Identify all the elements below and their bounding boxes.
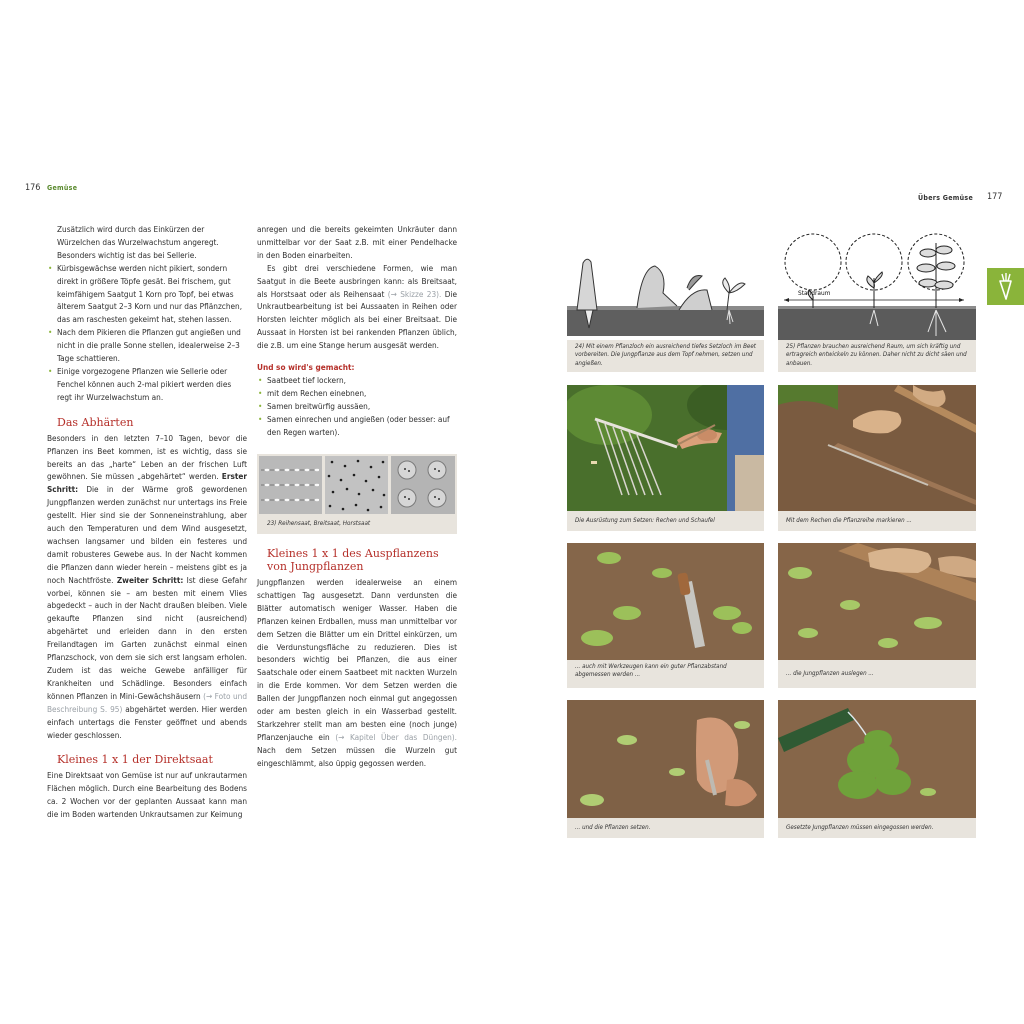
page-number-right: 177 xyxy=(987,192,1003,202)
list-item: • Saatbeet tief lockern, xyxy=(267,374,457,387)
howto-list xyxy=(257,374,457,439)
photo-setting-plants xyxy=(567,700,764,818)
photo-caption: ... und die Pflanzen setzen. xyxy=(567,818,764,838)
text-column-2-lower xyxy=(257,547,457,770)
photo-marking-row xyxy=(778,385,976,511)
running-head-right: Übers Gemüse xyxy=(918,194,974,202)
photo-caption: ... die Jungpflanzen auslegen ... xyxy=(778,660,976,688)
list-item: • Nach dem Pikieren die Pflanzen gut angießen und nicht in die pralle Sonne stellen, idealerweise 2–3 Tage schattieren. xyxy=(57,326,247,365)
sowing-methods-illustration xyxy=(257,454,457,516)
figure-24-caption: 24) Mit einem Pflanzloch ein ausreichend tiefes Setzloch im Beet vorbereiten. Die Jungpflanze aus dem Topf nehmen, setzen und angießen. xyxy=(567,340,764,372)
figure-23 xyxy=(257,454,457,534)
paragraph-unkraut: anregen und die bereits gekeimten Unkräuter dann unmittelbar vor der Saat z.B. mit einer Pendelhacke in den Boden einarbeiten. xyxy=(257,224,457,260)
paragraph-direktsaat: Eine Direktsaat von Gemüse ist nur auf unkrautarmen Flächen möglich. Durch eine Bearbeitung des Bodens ca. 2 Wochen vor der geplanten Aussaat kann man die im Boden wartenden Unkrautsamen zur Keimung xyxy=(47,770,247,820)
cross-reference: (→ Skizze 23). xyxy=(387,288,442,299)
photo-caption: Gesetzte Jungpflanzen müssen eingegossen werden. xyxy=(778,818,976,838)
figure-25-illustration xyxy=(778,228,976,340)
paragraph-abhaerten: Besonders in den letzten 7–10 Tagen, bevor die Pflanzen ins Beet kommen, ist es wichtig, dass sie bereits an das „harte“ Leben an der frischen Luft gewöhnen. Sie müssen „abgehärtet“ werden. Erster Schritt: Die in der Wärme groß gewordenen Jungpflanzen werden zunächst nur untertags ins Freie gestellt. Hier sind sie der Sonneneinstrahlung, aber auch den Temperaturen und dem Wind ausgesetzt, wachsen langsamer und bilden ein festeres und damit robusteres Gewebe aus. In der Nacht kommen die Pflanzen dann wieder herein – meistens gibt es ja noch Nachtfröste. Zweiter Schritt: Ist diese Gefahr vorbei, können sie – am besten mit einem Vlies abgedeckt – auch in der Nacht draußen bleiben. Viele gekaufte Pflanzen sind nicht (ausreichend) abgehärtet und erleiden dann in den ersten Freilandtagen im Garten zunächst einmal einen Pflanzschock, von dem sie sich erst langsam erholen. Zudem ist das weiche Gewebe anfälliger für Krankheiten und Schädlinge. Besonders einfach können Pflanzen in Mini-Gewächshäusern (→ Foto und Beschreibung S. 95) abgehärtet werden. Hier werden einfach untertags die Fenster geöffnet und abends wieder geschlossen. xyxy=(47,432,248,740)
heading-direktsaat: Kleines 1 x 1 der Direktsaat xyxy=(57,753,213,767)
photo-caption: Die Ausrüstung zum Setzen: Rechen und Schaufel xyxy=(567,511,764,531)
figure-25-caption: 25) Pflanzen brauchen ausreichend Raum, um sich kräftig und ertragreich entwickeln zu können. Daher nicht zu dicht säen und anbauen. xyxy=(778,340,976,372)
list-item: • Samen breitwürfig aussäen, xyxy=(267,400,457,413)
heading-abhaerten: Das Abhärten xyxy=(57,415,134,429)
photo-caption: Mit dem Rechen die Pflanzreihe markieren ... xyxy=(778,511,976,531)
text-column-1 xyxy=(47,223,247,821)
figure-23-caption: 23) Reihensaat, Breitsaat, Horstsaat xyxy=(267,520,371,527)
cross-reference: (→ Foto und Beschreibung S. 95) xyxy=(47,690,248,714)
photo-measuring-distance xyxy=(567,543,764,660)
running-head-left: Gemüse xyxy=(47,184,78,192)
text-column-2 xyxy=(257,223,457,439)
photo-laying-out-plants xyxy=(778,543,976,660)
photo-watering-plants xyxy=(778,700,976,818)
cross-reference: (→ Kapitel Über das Düngen). xyxy=(335,731,457,742)
carrot-icon xyxy=(987,268,1024,305)
photo-rake-and-shovel xyxy=(567,385,764,511)
page-number-left: 176 xyxy=(25,183,41,193)
figure-24-illustration xyxy=(567,248,764,340)
tips-list xyxy=(47,262,247,404)
standraum-label: Standraum xyxy=(798,289,831,297)
paragraph-saatformen: Es gibt drei verschiedene Formen, wie man Saatgut in die Beete ausbringen kann: als Breitsaat, als Horstsaat oder als Reihensaat (→ Skizze 23). Die Unkrautbearbeitung ist bei Aussaaten in Reihen oder Horsten leichter möglich als bei einer Breitsaat. Die Aussaat in Horsten ist bei rankenden Pflanzen üblich, die z.B. um eine Stange herum ausgesät werden. xyxy=(257,262,458,351)
list-item: • Kürbisgewächse werden nicht pikiert, sondern direkt in größere Töpfe gesät. Bei frischem, gut keimfähigem Saatgut 1 Korn pro Topf, bei etwas älterem Saatgut 2–3 Korn und nur das Pflänzchen, das am raschesten gekeimt hat, stehen lassen. xyxy=(57,262,247,327)
heading-jungpflanzen: Kleines 1 x 1 des Auspflanzens von Jungpflanzen xyxy=(267,547,439,573)
paragraph-jungpflanzen: Jungpflanzen werden idealerweise an einem schattigen Tag ausgesetzt. Dann verdunsten die Blätter automatisch weniger Wasser. Haben die Pflanzen keinen Erdballen, muss man unmittelbar vor dem Setzen die Blätter um ein Drittel einkürzen, um die Verdunstungsfläche zu reduzieren. Dies ist besonders wichtig bei Pflanzen, die aus einer Saatschale oder einem Saatbeet mit nackten Wurzeln in die Erde kommen. Vor dem Setzen werden die Ballen der Jungpflanzen noch einmal gut angegossen oder am besten gleich in ein Wasserbad gestellt. Starkzehrer stellt man am besten eine (noch junge) Pflanzenjauche ein (→ Kapitel Über das Düngen). Nach dem Setzen müssen die Wurzeln gut eingeschlämmt, also üppig gegossen werden. xyxy=(257,577,457,768)
list-item: • mit dem Rechen einebnen, xyxy=(267,387,457,400)
photo-caption: ... auch mit Werkzeugen kann ein guter Pflanzabstand abgemessen werden ... xyxy=(567,660,764,688)
list-item: • Samen einrechen und angießen (oder besser: auf den Regen warten). xyxy=(267,413,457,439)
chapter-tab xyxy=(987,268,1024,305)
howto-title: Und so wird's gemacht: xyxy=(257,362,355,373)
list-item: • Einige vorgezogene Pflanzen wie Sellerie oder Fenchel können auch 2-mal pikiert werden dies regt ihr Wurzelwachstum an. xyxy=(57,365,247,404)
intro-text: Zusätzlich wird durch das Einkürzen der Würzelchen das Wurzelwachstum angeregt. Besonders wichtig ist das bei Sellerie. xyxy=(57,224,219,260)
